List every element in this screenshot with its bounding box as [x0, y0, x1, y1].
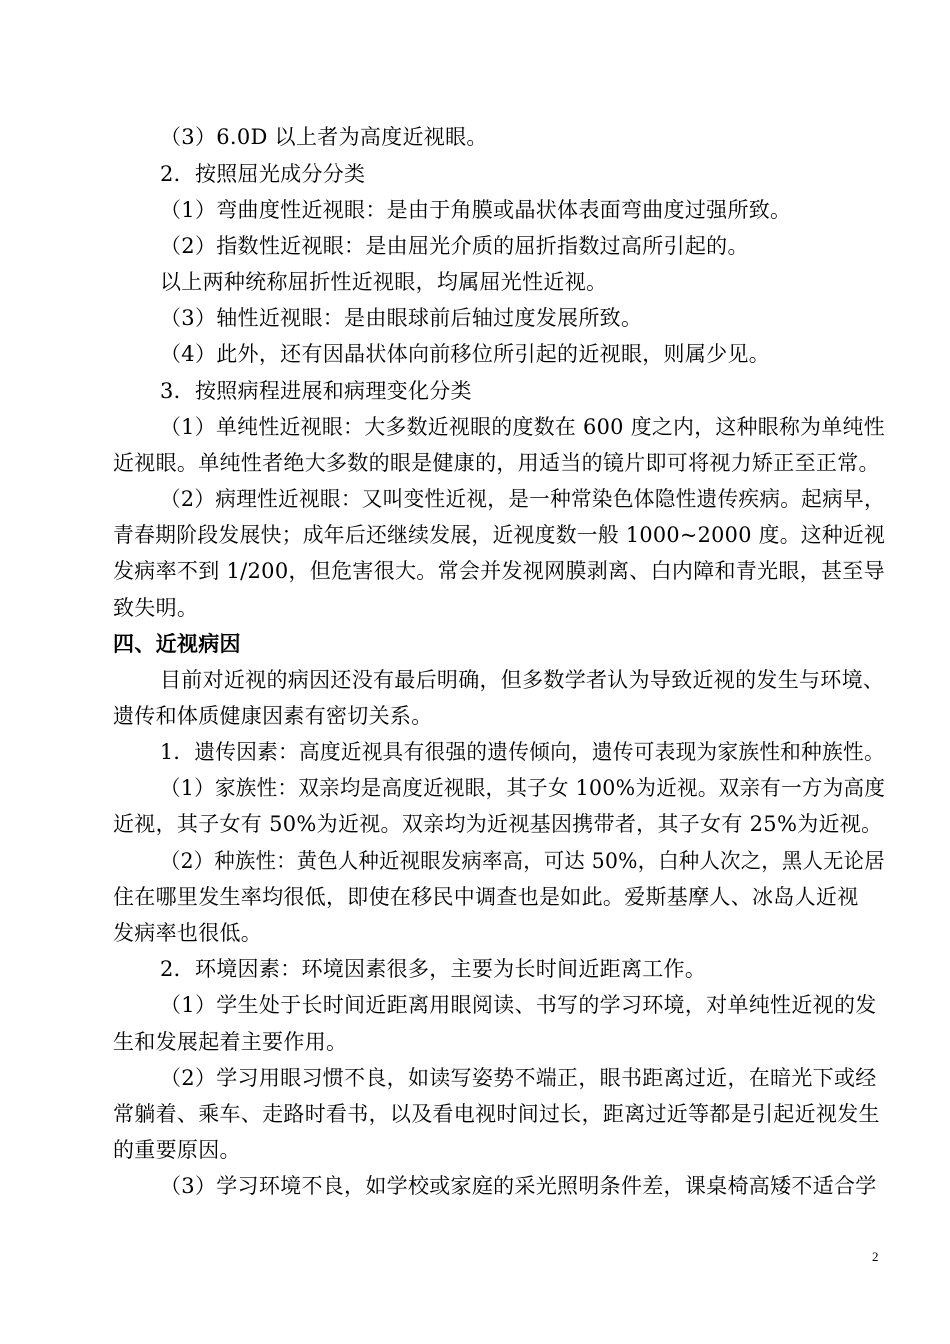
text-line: （3）学习环境不良，如学校或家庭的采光照明条件差，课桌椅高矮不适合学 [160, 1174, 877, 1198]
text-line: （2）学习用眼习惯不良，如读写姿势不端正，眼书距离过近，在暗光下或经 [160, 1066, 877, 1090]
text-line: （1）单纯性近视眼：大多数近视眼的度数在 600 度之内，这种眼称为单纯性 [160, 415, 885, 439]
text-line: 发病率也很低。 [113, 921, 263, 945]
text-line: 1．遗传因素：高度近视具有很强的遗传倾向，遗传可表现为家族性和种族性。 [160, 740, 885, 764]
text-line: 的重要原因。 [113, 1138, 241, 1162]
text-line: 青春期阶段发展快；成年后还继续发展，近视度数一般 1000~2000 度。这种近视 [113, 523, 886, 547]
text-line: 近视眼。单纯性者绝大多数的眼是健康的，用适当的镜片即可将视力矫正至正常。 [113, 451, 880, 475]
text-line: 目前对近视的病因还没有最后明确，但多数学者认为导致近视的发生与环境、 [160, 668, 885, 692]
text-line: 以上两种统称屈折性近视眼，均属屈光性近视。 [160, 270, 608, 294]
chapter-heading: 四、近视病因 [113, 632, 241, 656]
text-line: 遗传和体质健康因素有密切关系。 [113, 704, 433, 728]
text-line: （1）学生处于长时间近距离用眼阅读、书写的学习环境，对单纯性近视的发 [160, 993, 877, 1017]
text-line: （2）种族性：黄色人种近视眼发病率高，可达 50%，白种人次之，黑人无论居 [160, 849, 885, 873]
text-line: 近视，其子女有 50%为近视。双亲均为近视基因携带者，其子女有 25%为近视。 [113, 812, 883, 836]
text-line: （2）病理性近视眼：又叫变性近视，是一种常染色体隐性遗传疾病。起病早， [160, 487, 885, 511]
text-line: 2．环境因素：环境因素很多，主要为长时间近距离工作。 [160, 957, 707, 981]
text-line: （2）指数性近视眼：是由屈光介质的屈折指数过高所引起的。 [160, 234, 749, 258]
text-line: （1）家族性：双亲均是高度近视眼，其子女 100%为近视。双亲有一方为高度 [160, 776, 886, 800]
text-line: 生和发展起着主要作用。 [113, 1030, 348, 1054]
text-line: 致失明。 [113, 596, 199, 620]
page-number: 2 [872, 1249, 879, 1264]
section-heading: 3．按照病程进展和病理变化分类 [160, 379, 472, 403]
text-line: （3）轴性近视眼：是由眼球前后轴过度发展所致。 [160, 306, 643, 330]
text-line: （4）此外，还有因晶状体向前移位所引起的近视眼，则属少见。 [160, 342, 771, 366]
text-line: 住在哪里发生率均很低，即使在移民中调查也是如此。爱斯基摩人、冰岛人近视 [113, 885, 859, 909]
text-line: （1）弯曲度性近视眼：是由于角膜或晶状体表面弯曲度过强所致。 [160, 198, 792, 222]
section-heading: 2．按照屈光成分分类 [160, 162, 366, 186]
text-line: 常躺着、乘车、走路时看书，以及看电视时间过长，距离过近等都是引起近视发生 [113, 1102, 880, 1126]
text-line: 发病率不到 1/200，但危害很大。常会并发视网膜剥离、白内障和青光眼，甚至导 [113, 559, 885, 583]
text-line: （3）6.0D 以上者为高度近视眼。 [160, 125, 488, 149]
